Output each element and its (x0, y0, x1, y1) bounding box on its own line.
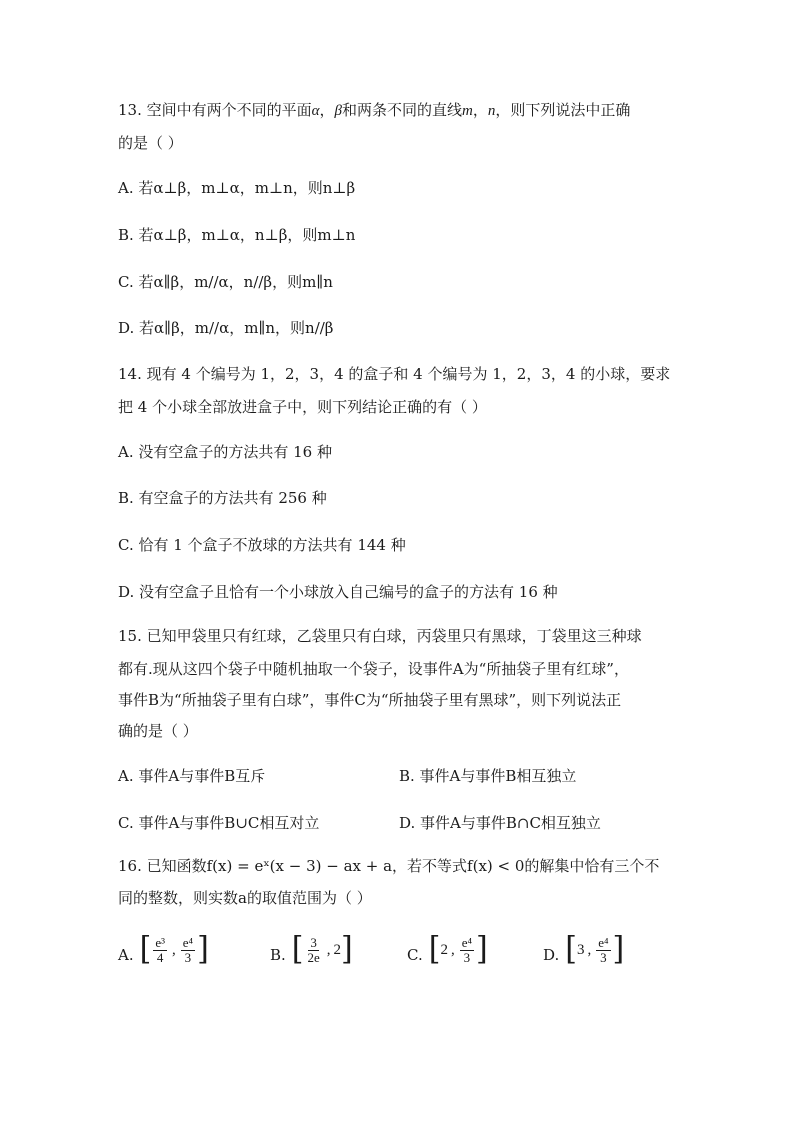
right-bracket: ] (612, 931, 625, 968)
numerator: e⁴ (598, 934, 609, 950)
q14-stem-line-2: 把 4 个小球全部放进盒子中，则下列结论正确的有（ ） (118, 398, 487, 416)
q16-option-b-label: B. (270, 946, 286, 964)
left-bracket: [ (139, 931, 152, 968)
q13-text-a: 13. 空间中有两个不同的平面 (118, 101, 312, 119)
comma: , (587, 941, 592, 958)
q13-text-b: 和两条不同的直线 (342, 101, 463, 119)
q14-stem-line-1: 14. 现有 4 个编号为 1，2，3，4 的盒子和 4 个编号为 1，2，3，4 的小球，要求 (118, 365, 671, 383)
q16-option-d-interval (565, 931, 625, 968)
value: 2 (333, 941, 342, 958)
q16-option-d (543, 925, 625, 968)
q13-option-a: A. 若α⊥β，m⊥α，m⊥n，则n⊥β (118, 179, 356, 197)
q14-option-b: B. 有空盒子的方法共有 256 种 (118, 489, 327, 507)
q15-option-d: D. 事件A与事件B∩C相互独立 (399, 814, 601, 832)
q13-sep2: ， (472, 101, 488, 119)
q13-stem-line-1 (118, 100, 630, 121)
q16-option-a-label: A. (118, 946, 134, 964)
q14-option-a: A. 没有空盒子的方法共有 16 种 (118, 443, 332, 461)
q16-option-a-interval (139, 931, 209, 968)
comma: , (450, 941, 455, 958)
q13-beta: β (334, 103, 342, 119)
value: 3 (576, 941, 585, 958)
q13-m: m (462, 103, 473, 119)
denominator: 3 (600, 949, 607, 965)
fraction (181, 936, 195, 965)
q16-option-c (407, 925, 488, 968)
q15-option-c: C. 事件A与事件B∪C相互对立 (118, 814, 320, 832)
fraction (306, 936, 322, 965)
right-bracket: ] (197, 931, 209, 968)
denominator: 3 (184, 949, 192, 965)
q13-sep1: ， (319, 101, 335, 119)
numerator: 3 (310, 934, 317, 950)
q16-option-c-interval (428, 931, 488, 968)
fraction (596, 936, 610, 965)
right-bracket: ] (476, 931, 488, 968)
value: 2 (440, 941, 448, 958)
q13-n: n (487, 103, 496, 119)
denominator: 4 (156, 949, 164, 965)
fraction (153, 936, 167, 965)
q13-stem-line-2: 的是（ ） (118, 134, 183, 152)
q15-stem-line-3: 事件B为“所抽袋子里有白球”，事件C为“所抽袋子里有黑球”，则下列说法正 (118, 691, 622, 709)
q14-option-d: D. 没有空盒子且恰有一个小球放入自己编号的盒子的方法有 16 种 (118, 583, 558, 601)
q16-option-b-interval (291, 931, 353, 968)
fraction (460, 936, 474, 965)
q16-stem-line-2: 同的整数，则实数a的取值范围为（ ） (118, 889, 372, 907)
q13-option-c: C. 若α∥β，m//α，n//β，则m∥n (118, 273, 333, 291)
q13-option-d: D. 若α∥β，m//α，m∥n，则n//β (118, 319, 334, 337)
q13-option-b: B. 若α⊥β，m⊥α，n⊥β，则m⊥n (118, 226, 356, 244)
denominator: 2e (307, 949, 320, 965)
q13-alpha: α (311, 103, 320, 119)
q15-option-a: A. 事件A与事件B互斥 (118, 767, 266, 785)
left-bracket: [ (291, 931, 304, 968)
q15-stem-line-2: 都有.现从这四个袋子中随机抽取一个袋子，设事件A为“所抽袋子里有红球”， (118, 660, 629, 678)
q13-text-c: ，则下列说法中正确 (495, 101, 631, 119)
left-bracket: [ (565, 931, 577, 968)
denominator: 3 (463, 949, 471, 965)
numerator: e⁴ (182, 934, 194, 950)
right-bracket: ] (341, 931, 353, 968)
q15-option-b: B. 事件A与事件B相互独立 (399, 767, 577, 785)
numerator: e⁴ (461, 934, 472, 950)
q16-stem-line-1: 16. 已知函数f(x) = eˣ(x − 3) − ax + a，若不等式f(x) < 0的解集中恰有三个不 (118, 857, 660, 875)
q14-option-c: C. 恰有 1 个盒子不放球的方法共有 144 种 (118, 536, 406, 554)
numerator: e³ (155, 934, 165, 950)
left-bracket: [ (428, 931, 441, 968)
q15-stem-line-4: 确的是（ ） (118, 722, 198, 740)
q16-option-c-label: C. (407, 946, 423, 964)
comma: , (172, 941, 176, 958)
comma: , (326, 941, 331, 958)
q16-option-a (118, 925, 209, 968)
q16-option-b (270, 925, 353, 968)
q15-stem-line-1: 15. 已知甲袋里只有红球，乙袋里只有白球，丙袋里只有黑球，丁袋里这三种球 (118, 627, 642, 645)
q16-option-d-label: D. (543, 946, 560, 964)
